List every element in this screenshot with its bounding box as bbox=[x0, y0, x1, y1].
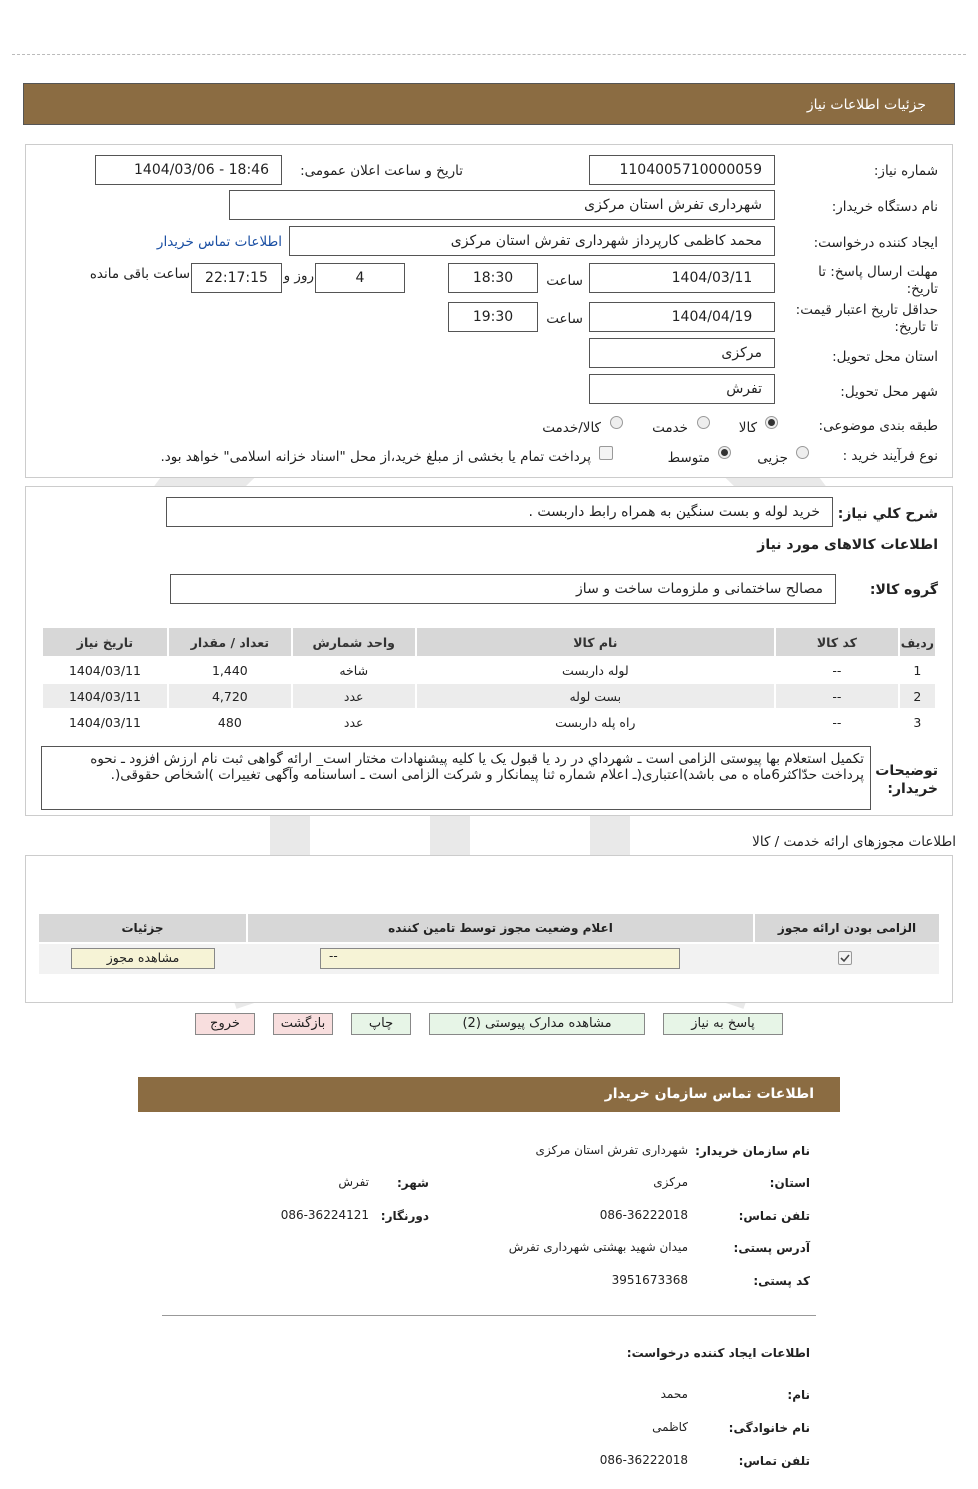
process-radio-minor[interactable] bbox=[796, 446, 809, 459]
summary-label: شرح کلي نياز: bbox=[837, 506, 938, 522]
permit-col-status: اعلام وضعیت مجوز توسط تامین کننده bbox=[248, 914, 753, 942]
creator-phone-label: تلفن تماس: bbox=[738, 1454, 810, 1468]
buyer-org-field: شهرداری تفرش استان مرکزی bbox=[229, 190, 775, 220]
attachments-button[interactable]: مشاهده مدارک پیوستی (2) bbox=[429, 1013, 645, 1035]
treasury-checkbox[interactable] bbox=[599, 446, 613, 460]
creator-last-name-value: کاظمی bbox=[652, 1420, 688, 1434]
reply-button[interactable]: پاسخ به نیاز bbox=[663, 1013, 783, 1035]
contact-address-label: آدرس پستی: bbox=[733, 1241, 810, 1255]
cell-name: بست لوله bbox=[417, 684, 774, 708]
table-row bbox=[43, 710, 935, 734]
col-unit: واحد شمارش bbox=[293, 628, 415, 656]
city-field: تفرش bbox=[589, 374, 775, 404]
cell-row: 1 bbox=[900, 658, 935, 682]
contact-org-value: شهرداری تفرش استان مرکزی bbox=[535, 1143, 688, 1157]
category-radio-service[interactable] bbox=[697, 416, 710, 429]
creator-label: ایجاد کننده درخواست: bbox=[813, 235, 938, 251]
need-number-label: شماره نیاز: bbox=[873, 163, 938, 179]
contact-org-label: نام سازمان خریدار: bbox=[695, 1144, 810, 1158]
deadline-label: مهلت ارسال پاسخ: تا تاریخ: bbox=[818, 264, 938, 297]
cell-name: لوله داربست bbox=[417, 658, 774, 682]
page-title: جزئیات اطلاعات نیاز bbox=[806, 97, 926, 113]
category-radio-goods-service[interactable] bbox=[610, 416, 623, 429]
cell-code: -- bbox=[776, 710, 898, 734]
remaining-time-field: 22:17:15 bbox=[191, 263, 282, 293]
goods-table bbox=[41, 626, 937, 736]
contact-city-value: تفرش bbox=[338, 1175, 369, 1189]
creator-first-name-value: محمد bbox=[660, 1387, 688, 1401]
contact-fax-value: 086-36224121 bbox=[280, 1208, 369, 1222]
creator-first-name-label: نام: bbox=[787, 1388, 810, 1402]
col-row: ردیف bbox=[900, 628, 935, 656]
cell-unit: شاخه bbox=[293, 658, 415, 682]
creator-phone-value: 086-36222018 bbox=[599, 1453, 688, 1467]
table-row bbox=[43, 684, 935, 708]
permit-required-checkbox[interactable] bbox=[838, 951, 852, 965]
price-validity-label: حداقل تاریخ اعتبار قیمت: تا تاریخ: bbox=[795, 302, 938, 335]
col-name: نام کالا bbox=[417, 628, 774, 656]
goods-table-wrap bbox=[41, 626, 937, 736]
exit-button[interactable]: خروج bbox=[195, 1013, 255, 1035]
category-option-goods: کالا bbox=[738, 420, 757, 436]
cell-date: 1404/03/11 bbox=[43, 710, 167, 734]
contact-city-label: شهر: bbox=[397, 1176, 429, 1190]
check-icon bbox=[839, 952, 851, 964]
table-row bbox=[43, 658, 935, 682]
cell-code: -- bbox=[776, 658, 898, 682]
contact-fax-label: دورنگار: bbox=[380, 1209, 429, 1223]
contact-postal-label: کد پستی: bbox=[753, 1274, 810, 1288]
province-label: استان محل تحویل: bbox=[832, 349, 938, 365]
deadline-time-label: ساعت bbox=[546, 273, 583, 289]
category-option-goods-service: کالا/خدمت bbox=[542, 420, 601, 436]
goods-group-label: گروه کالا: bbox=[869, 582, 938, 598]
cell-qty: 480 bbox=[169, 710, 291, 734]
buyer-notes-field: تکمیل استعلام بها پیوستی الزامی است ـ شهرداي در رد یا قبول یک یا کلیه پیشنهادات مختار است_ ارائه گواهی ثبت نام ارزش افزود ـ نحوه پرداخت حدّاکثر6ماه ه می باشد)اعتباری(ـ اعلام شماره ثنا پیمانکار و شرکت الزامی است ـ اساسنامه وآگهی تغییرات )اشخاص حقوقی(. bbox=[41, 746, 871, 810]
permit-status-field: -- bbox=[320, 948, 680, 969]
process-option-minor: جزیی bbox=[757, 450, 788, 466]
page-header bbox=[23, 83, 955, 125]
contact-header bbox=[138, 1077, 840, 1112]
contact-province-value: مرکزی bbox=[653, 1175, 688, 1189]
cell-date: 1404/03/11 bbox=[43, 658, 167, 682]
remaining-label: ساعت باقی مانده bbox=[89, 266, 190, 282]
buyer-org-label: نام دستگاه خریدار: bbox=[831, 199, 938, 215]
permit-col-required: الزامی بودن ارائه مجوز bbox=[755, 914, 939, 942]
col-date: تاریخ نیاز bbox=[43, 628, 167, 656]
creator-info-title: اطلاعات ایجاد کننده درخواست: bbox=[626, 1346, 810, 1360]
col-code: کد کالا bbox=[776, 628, 898, 656]
days-label: روز و bbox=[283, 268, 314, 284]
contact-address-value: میدان شهید بهشتی شهرداری تفرش bbox=[508, 1240, 688, 1254]
col-qty: تعداد / مقدار bbox=[169, 628, 291, 656]
top-divider bbox=[12, 54, 966, 55]
province-field: مرکزی bbox=[589, 338, 775, 368]
price-validity-time-label: ساعت bbox=[546, 311, 583, 327]
deadline-date-field: 1404/03/11 bbox=[589, 263, 775, 293]
buyer-contact-link[interactable]: اطلاعات تماس خریدار bbox=[156, 234, 282, 250]
contact-divider bbox=[162, 1315, 816, 1316]
announce-field: 1404/03/06 - 18:46 bbox=[95, 155, 282, 185]
contact-phone-label: تلفن تماس: bbox=[738, 1209, 810, 1223]
back-button[interactable]: بازگشت bbox=[273, 1013, 333, 1035]
city-label: شهر محل تحویل: bbox=[840, 384, 938, 400]
price-validity-time-field: 19:30 bbox=[448, 302, 538, 332]
cell-unit: عدد bbox=[293, 710, 415, 734]
contact-province-label: استان: bbox=[769, 1176, 810, 1190]
creator-last-name-label: نام خانوادگی: bbox=[728, 1421, 810, 1435]
print-button[interactable]: چاپ bbox=[351, 1013, 411, 1035]
contact-title: اطلاعات تماس سازمان خریدار bbox=[604, 1086, 814, 1102]
creator-field: محمد کاظمی کارپرداز شهرداری تفرش استان مرکزی bbox=[289, 226, 775, 256]
category-radio-goods[interactable] bbox=[765, 416, 778, 429]
cell-unit: عدد bbox=[293, 684, 415, 708]
cell-qty: 1,440 bbox=[169, 658, 291, 682]
cell-name: راه پله داربست bbox=[417, 710, 774, 734]
announce-label: تاریخ و ساعت اعلان عمومی: bbox=[300, 163, 463, 179]
category-option-service: خدمت bbox=[652, 420, 688, 436]
goods-table-header bbox=[43, 628, 935, 656]
cell-date: 1404/03/11 bbox=[43, 684, 167, 708]
price-validity-date-field: 1404/04/19 bbox=[589, 302, 775, 332]
cell-qty: 4,720 bbox=[169, 684, 291, 708]
permits-title: اطلاعات مجوزهای ارائه خدمت / کالا bbox=[752, 834, 956, 850]
process-radio-medium[interactable] bbox=[718, 446, 731, 459]
view-permit-button[interactable]: مشاهده مجوز bbox=[71, 948, 215, 969]
cell-row: 2 bbox=[900, 684, 935, 708]
category-label: طبقه بندی موضوعی: bbox=[818, 418, 938, 434]
days-field: 4 bbox=[315, 263, 405, 293]
process-option-medium: متوسط bbox=[667, 450, 710, 466]
cell-code: -- bbox=[776, 684, 898, 708]
contact-postal-value: 3951673368 bbox=[611, 1273, 688, 1287]
goods-group-field: مصالح ساختمانی و ملزومات ساخت و ساز bbox=[170, 574, 836, 604]
goods-info-title: اطلاعات کالاهای مورد نیاز bbox=[757, 537, 938, 553]
deadline-time-field: 18:30 bbox=[448, 263, 538, 293]
process-label: نوع فرآیند خرید : bbox=[842, 448, 938, 464]
permit-col-details: جزئیات bbox=[39, 914, 246, 942]
contact-phone-value: 086-36222018 bbox=[599, 1208, 688, 1222]
summary-field: خرید لوله و بست سنگین به همراه رابط داربست . bbox=[166, 497, 833, 527]
cell-row: 3 bbox=[900, 710, 935, 734]
treasury-text: پرداخت تمام یا بخشی از مبلغ خرید،از محل "اسناد خزانه اسلامی" خواهد بود. bbox=[160, 449, 591, 465]
need-number-field: 1104005710000059 bbox=[589, 155, 775, 185]
buyer-notes-label: توضیحات خریدار: bbox=[875, 763, 938, 797]
